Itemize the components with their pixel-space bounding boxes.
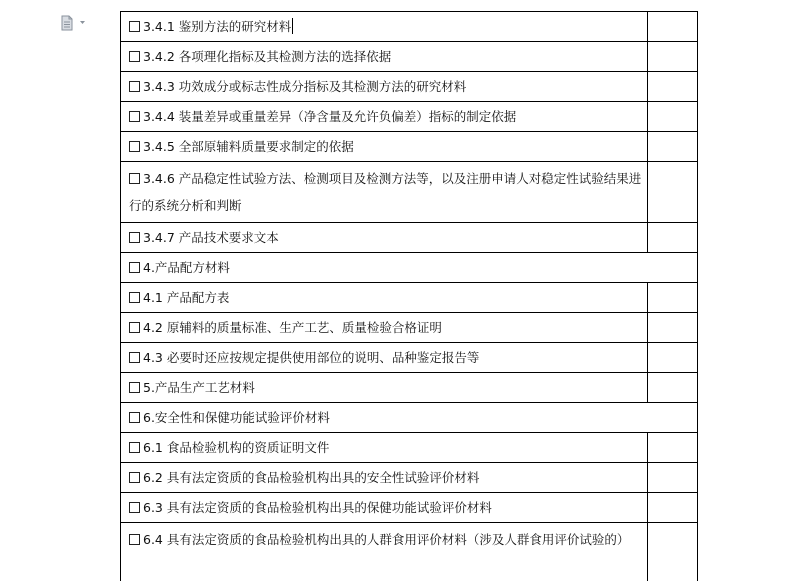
table-side-cell[interactable]	[648, 283, 698, 313]
checklist-item-label: 6.4 具有法定资质的食品检验机构出具的人群食用评价材料（涉及人群食用评价试验的）	[143, 532, 630, 547]
table-row	[121, 162, 698, 223]
checkbox[interactable]	[129, 322, 140, 333]
checklist-item-label: 3.4.1 鉴别方法的研究材料	[143, 19, 292, 34]
checklist-item-label: 3.4.6 产品稳定性试验方法、检测项目及检测方法等，以及注册申请人对稳定性试验结果进行的系统分析和判断	[129, 171, 642, 213]
checklist-item-label: 6.2 具有法定资质的食品检验机构出具的安全性试验评价材料	[143, 470, 480, 485]
checkbox[interactable]	[129, 292, 140, 303]
checkbox[interactable]	[129, 534, 140, 545]
checklist-item[interactable]	[121, 523, 648, 581]
checklist-item[interactable]	[121, 373, 648, 403]
table-row	[121, 373, 698, 403]
checklist-item-label: 4.3 必要时还应按规定提供使用部位的说明、品种鉴定报告等	[143, 350, 480, 365]
table-side-cell[interactable]	[648, 313, 698, 343]
table-row	[121, 343, 698, 373]
table-row	[121, 313, 698, 343]
checklist-item[interactable]	[121, 102, 648, 132]
checklist-item-label: 3.4.3 功效成分或标志性成分指标及其检测方法的研究材料	[143, 79, 467, 94]
table-row	[121, 102, 698, 132]
checklist-item[interactable]	[121, 42, 648, 72]
checkbox[interactable]	[129, 111, 140, 122]
checklist-item-label: 3.4.7 产品技术要求文本	[143, 230, 279, 245]
checkbox[interactable]	[129, 472, 140, 483]
checklist-item[interactable]	[121, 253, 698, 283]
checklist-item-label: 3.4.2 各项理化指标及其检测方法的选择依据	[143, 49, 392, 64]
checklist-item[interactable]	[121, 12, 648, 42]
table-row	[121, 523, 698, 581]
table-side-cell[interactable]	[648, 223, 698, 253]
checklist-item[interactable]	[121, 72, 648, 102]
table-side-cell[interactable]	[648, 42, 698, 72]
checkbox[interactable]	[129, 502, 140, 513]
text-cursor	[292, 18, 293, 34]
checkbox[interactable]	[129, 412, 140, 423]
table-row	[121, 223, 698, 253]
table-side-cell[interactable]	[648, 343, 698, 373]
checklist-item[interactable]	[121, 313, 648, 343]
table-side-cell[interactable]	[648, 463, 698, 493]
checklist-item-label: 3.4.5 全部原辅料质量要求制定的依据	[143, 139, 354, 154]
table-side-cell[interactable]	[648, 132, 698, 162]
table-side-cell[interactable]	[648, 162, 698, 223]
checklist-item[interactable]	[121, 343, 648, 373]
table-row	[121, 12, 698, 42]
table-side-cell[interactable]	[648, 523, 698, 581]
checkbox[interactable]	[129, 173, 140, 184]
table-row	[121, 42, 698, 72]
table-row	[121, 283, 698, 313]
checkbox[interactable]	[129, 141, 140, 152]
table-side-cell[interactable]	[648, 12, 698, 42]
checklist-item[interactable]	[121, 132, 648, 162]
table-row	[121, 463, 698, 493]
table-side-cell[interactable]	[648, 102, 698, 132]
checkbox[interactable]	[129, 262, 140, 273]
table-side-cell[interactable]	[648, 433, 698, 463]
checklist-item-label: 4.产品配方材料	[143, 260, 230, 275]
checklist-item-label: 6.3 具有法定资质的食品检验机构出具的保健功能试验评价材料	[143, 500, 492, 515]
checkbox[interactable]	[129, 51, 140, 62]
checkbox[interactable]	[129, 442, 140, 453]
checklist-item[interactable]	[121, 283, 648, 313]
table-row	[121, 253, 698, 283]
checklist-item[interactable]	[121, 493, 648, 523]
checklist-item[interactable]	[121, 433, 648, 463]
checkbox[interactable]	[129, 232, 140, 243]
checklist-item[interactable]	[121, 162, 648, 223]
checkbox[interactable]	[129, 382, 140, 393]
checkbox[interactable]	[129, 21, 140, 32]
table-row	[121, 433, 698, 463]
checklist-item-label: 3.4.4 装量差异或重量差异（净含量及允许负偏差）指标的制定依据	[143, 109, 517, 124]
table-row	[121, 132, 698, 162]
checklist-item[interactable]	[121, 463, 648, 493]
table-row	[121, 403, 698, 433]
document-paste-icon[interactable]	[60, 15, 86, 31]
checklist-item-label: 6.1 食品检验机构的资质证明文件	[143, 440, 330, 455]
table-side-cell[interactable]	[648, 373, 698, 403]
checklist-item-label: 6.安全性和保健功能试验评价材料	[143, 410, 330, 425]
checkbox[interactable]	[129, 81, 140, 92]
checklist-table	[120, 11, 698, 581]
checklist-item[interactable]	[121, 223, 648, 253]
checklist-item-label: 4.1 产品配方表	[143, 290, 230, 305]
checkbox[interactable]	[129, 352, 140, 363]
table-side-cell[interactable]	[648, 493, 698, 523]
checklist-item-label: 4.2 原辅料的质量标准、生产工艺、质量检验合格证明	[143, 320, 442, 335]
checklist-item[interactable]	[121, 403, 698, 433]
table-row	[121, 72, 698, 102]
table-side-cell[interactable]	[648, 72, 698, 102]
checklist-item-label: 5.产品生产工艺材料	[143, 380, 255, 395]
table-row	[121, 493, 698, 523]
